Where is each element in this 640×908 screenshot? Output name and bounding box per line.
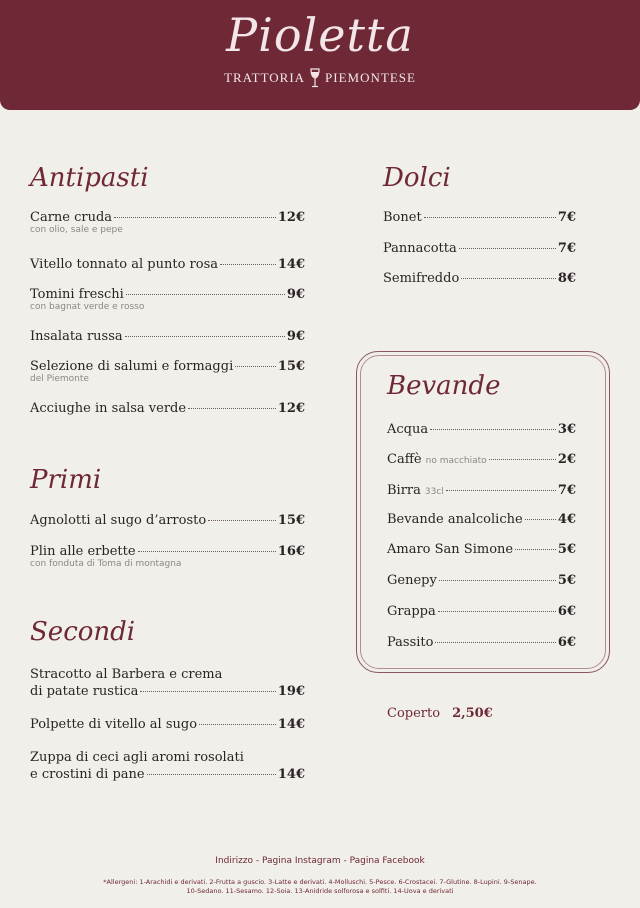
allergens-line2: 10-Sedano. 11-Sesamo. 12-Soia. 13-Anidride solforosa e solfiti. 14-Uova e derivati xyxy=(186,887,454,895)
menu-item xyxy=(387,635,576,650)
logo: Pioletta xyxy=(226,8,414,62)
dot-leader xyxy=(459,248,556,249)
menu-item xyxy=(383,271,576,286)
dot-leader xyxy=(438,611,556,612)
dot-leader xyxy=(114,217,276,218)
item-name: Amaro San Simone xyxy=(387,542,514,557)
dot-leader xyxy=(220,264,276,265)
item-price: 6€ xyxy=(557,635,576,650)
menu-item xyxy=(387,542,576,557)
allergens-line1: *Allergeni: 1-Arachidi e derivati. 2-Frutta a guscio. 3-Latte e derivati. 4-Molluschi. 5-Pesce. 6-Crostacei. 7-Glutine. 8-Lupini. 9-Senape. xyxy=(103,878,537,886)
item-note: 33cl xyxy=(424,487,444,497)
dot-leader xyxy=(235,366,276,367)
item-price: 14€ xyxy=(277,767,305,782)
menu-item xyxy=(387,483,576,498)
item-name-line1: Stracotto al Barbera e crema xyxy=(30,667,223,682)
menu-item xyxy=(30,667,305,699)
menu-item xyxy=(387,512,576,527)
item-name: Caffè xyxy=(387,452,422,467)
item-name: Selezione di salumi e formaggi xyxy=(30,359,234,374)
wine-glass-icon xyxy=(309,68,321,88)
menu-item xyxy=(30,257,305,272)
item-name: Acqua xyxy=(387,422,429,437)
menu-item xyxy=(387,452,576,467)
item-price: 3€ xyxy=(557,422,576,437)
menu-item xyxy=(30,401,305,416)
menu-item xyxy=(30,513,305,528)
subtitle-right: PIEMONTESE xyxy=(325,70,416,85)
menu-item xyxy=(30,359,305,384)
item-price: 14€ xyxy=(277,717,305,732)
item-price: 12€ xyxy=(277,210,305,225)
item-price: 12€ xyxy=(277,401,305,416)
item-price: 9€ xyxy=(286,329,305,344)
menu-item xyxy=(30,287,305,312)
dot-leader xyxy=(125,336,285,337)
menu-item xyxy=(383,210,576,225)
item-price: 2€ xyxy=(557,452,576,467)
dot-leader xyxy=(489,459,556,460)
item-name: Genepy xyxy=(387,573,437,588)
footer-links: Indirizzo - Pagina Instagram - Pagina Facebook xyxy=(215,856,425,866)
menu-item xyxy=(30,329,305,344)
item-price: 15€ xyxy=(277,513,305,528)
section-title-antipasti: Antipasti xyxy=(30,163,149,193)
dot-leader xyxy=(126,294,285,295)
item-price: 4€ xyxy=(557,512,576,527)
item-name: Plin alle erbette xyxy=(30,544,136,559)
item-price: 7€ xyxy=(557,210,576,225)
item-price: 5€ xyxy=(557,542,576,557)
item-name: Tomini freschi xyxy=(30,287,124,302)
item-name: Bonet xyxy=(383,210,422,225)
dot-leader xyxy=(446,490,556,491)
item-name-line1: Zuppa di ceci agli aromi rosolati xyxy=(30,750,244,765)
item-price: 15€ xyxy=(277,359,305,374)
menu-item xyxy=(30,750,305,782)
dot-leader xyxy=(525,519,556,520)
dot-leader xyxy=(147,774,276,775)
section-title-bevande: Bevande xyxy=(387,371,501,401)
item-name: Semifreddo xyxy=(383,271,460,286)
section-title-primi: Primi xyxy=(30,465,102,495)
dot-leader xyxy=(515,549,556,550)
dot-leader xyxy=(188,408,276,409)
menu-item xyxy=(30,210,305,235)
item-name: Birra xyxy=(387,483,421,498)
item-name: e crostini di pane xyxy=(30,767,145,782)
item-note: del Piemonte xyxy=(30,374,89,384)
coperto-label: Coperto xyxy=(387,706,441,721)
item-name: Grappa xyxy=(387,604,436,619)
item-price: 6€ xyxy=(557,604,576,619)
subtitle-left: TRATTORIA xyxy=(224,70,306,85)
item-name: di patate rustica xyxy=(30,684,139,699)
item-note: no macchiato xyxy=(425,456,487,466)
menu-item xyxy=(387,422,576,437)
item-price: 14€ xyxy=(277,257,305,272)
item-name: Insalata russa xyxy=(30,329,123,344)
item-price: 8€ xyxy=(557,271,576,286)
dot-leader xyxy=(424,217,556,218)
dot-leader xyxy=(140,691,275,692)
dot-leader xyxy=(435,642,555,643)
item-name: Polpette di vitello al sugo xyxy=(30,717,198,732)
dot-leader xyxy=(208,520,276,521)
dot-leader xyxy=(138,551,276,552)
logo-subtitle xyxy=(0,68,640,88)
item-name: Vitello tonnato al punto rosa xyxy=(30,257,218,272)
item-note: con fonduta di Toma di montagna xyxy=(30,559,182,569)
item-price: 16€ xyxy=(277,544,305,559)
menu-item xyxy=(387,573,576,588)
item-price: 7€ xyxy=(557,483,576,498)
item-price: 19€ xyxy=(277,684,305,699)
menu-item xyxy=(383,241,576,256)
section-title-dolci: Dolci xyxy=(383,163,451,193)
dot-leader xyxy=(461,278,556,279)
item-name: Agnolotti al sugo d’arrosto xyxy=(30,513,207,528)
item-note: con olio, sale e pepe xyxy=(30,225,123,235)
menu-item xyxy=(30,717,305,732)
menu-item xyxy=(387,604,576,619)
item-name: Bevande analcoliche xyxy=(387,512,523,527)
dot-leader xyxy=(199,724,276,725)
item-name: Pannacotta xyxy=(383,241,457,256)
item-note: con bagnat verde e rosso xyxy=(30,302,145,312)
menu-item xyxy=(30,544,305,569)
coperto-value: 2,50€ xyxy=(452,706,493,721)
dot-leader xyxy=(430,429,556,430)
item-price: 9€ xyxy=(286,287,305,302)
item-name: Acciughe in salsa verde xyxy=(30,401,187,416)
section-title-secondi: Secondi xyxy=(30,617,136,647)
item-price: 7€ xyxy=(557,241,576,256)
coperto xyxy=(387,706,493,721)
item-price: 5€ xyxy=(557,573,576,588)
item-name: Carne cruda xyxy=(30,210,113,225)
item-name: Passito xyxy=(387,635,434,650)
dot-leader xyxy=(439,580,556,581)
allergens-note xyxy=(50,878,590,896)
header-banner xyxy=(0,0,640,110)
